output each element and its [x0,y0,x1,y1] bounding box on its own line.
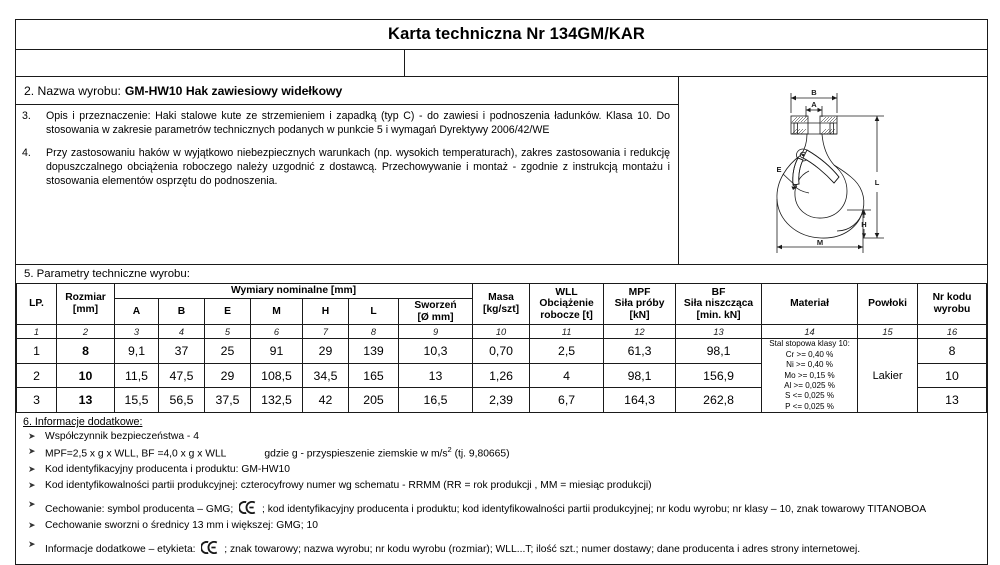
arrow-bullet-icon: ➤ [28,479,36,490]
header-product-code [918,284,987,325]
header-mpf-line1: MPF [628,286,651,298]
cell-size: 13 [57,388,115,413]
dimension-label-M: M [816,238,824,247]
cell-mpf: 98,1 [604,363,676,388]
cell-size: 8 [57,339,115,364]
cell-mpf: 164,3 [604,388,676,413]
colnum: 15 [858,325,918,339]
arrow-bullet-icon: ➤ [28,464,36,475]
additional-info-item [23,480,981,492]
cell-bf: 156,9 [676,363,762,388]
header-bf-line3: [min. kN] [696,310,741,322]
cell-bf: 98,1 [676,339,762,364]
cell-b: 47,5 [159,363,205,388]
header-wll-line1: WLL [555,286,578,298]
colnum: 3 [115,325,159,339]
header-nominal-dimensions: Wymiary nominalne [mm] [115,284,473,299]
additional-info-item [23,520,981,532]
product-name-row [16,77,678,105]
technical-parameters-table [16,283,987,413]
additional-info-text [45,539,981,556]
cell-b: 56,5 [159,388,205,413]
additional-info-item [23,464,981,476]
material-line: S <= 0,025 % [785,391,835,401]
header-mpf [604,284,676,325]
marking-text-part1: Cechowanie: symbol producenta – GMG; [45,504,234,516]
cell-lp: 1 [17,339,57,364]
gravity-value: (tj. 9,80665) [454,448,510,460]
colnum: 13 [676,325,762,339]
additional-info-block [16,413,987,564]
ce-mark-icon [201,541,218,554]
material-line: Al >= 0,025 % [784,380,835,390]
cell-lp: 3 [17,388,57,413]
cell-pin: 10,3 [399,339,473,364]
cell-pin: 13 [399,363,473,388]
cell-bf: 262,8 [676,388,762,413]
description-text: Przy zastosowaniu haków w wyjątkowo niebezpiecznych warunkach (np. wysokich temperaturach), zakres zastosowania i redukcję dopuszczalnego obciążenia roboczego należy uzgodnić z dostawcą. Przechowywanie i montaż - zgodnie z instrukcją montażu i stosowania elementów osprzętu do podnoszenia. [46,147,670,188]
description-block [16,105,678,191]
cell-b: 37 [159,339,205,364]
cell-wll: 4 [530,363,604,388]
cell-m: 108,5 [251,363,303,388]
header-bf-line2: Siła niszcząca [683,298,754,310]
header-dim-m: M [251,298,303,325]
cell-h: 34,5 [303,363,349,388]
product-and-drawing-section [16,77,987,265]
cell-lp: 2 [17,363,57,388]
label-text-part2: ; znak towarowy; nazwa wyrobu; nr kodu wyrobu (rozmiar); WLL...T; ilość szt.; numer dostawy; dane producenta i adres strony internetowej. [224,543,861,555]
colnum: 5 [205,325,251,339]
additional-info-item [23,539,981,556]
material-heading: Stal stopowa klasy 10: [769,339,850,349]
cell-mass: 2,39 [473,388,530,413]
parameters-section-label: 5. Parametry techniczne wyrobu: [24,268,190,280]
cell-a: 15,5 [115,388,159,413]
cell-l: 139 [349,339,399,364]
dimension-label-A: A [811,100,817,109]
description-item [22,146,670,188]
cell-m: 91 [251,339,303,364]
additional-info-text [45,446,981,461]
arrow-bullet-icon: ➤ [28,446,36,457]
marking-text-part2: ; kod identyfikacyjny producenta i produktu; kod identyfikowalności partii produkcyjnej; nr kodu wyrobu; nr klasy – 10, znak towarowy TITANOBOA [262,504,927,516]
additional-info-text: Kod identyfikacyjny producenta i produktu: GM-HW10 [45,464,290,476]
additional-info-item [23,431,981,443]
product-text-column [16,77,679,264]
header-pin-line1: Sworzeń [414,299,457,311]
header-mpf-line2: Siła próby [614,298,665,310]
additional-info-item [23,499,981,516]
table-header-row-1 [17,284,987,299]
additional-info-text: Współczynnik bezpieczeństwa - 4 [45,430,199,442]
header-coating: Powłoki [858,284,918,325]
header-dim-l: L [349,298,399,325]
superscript-2: 2 [447,445,452,455]
cell-product-code: 8 [918,339,987,364]
material-line: Cr >= 0,40 % [785,349,834,359]
cell-m: 132,5 [251,388,303,413]
cell-l: 165 [349,363,399,388]
blank-cell-right [405,50,987,76]
arrow-bullet-icon: ➤ [28,538,36,549]
additional-info-text [45,499,981,516]
header-mpf-line3: [kN] [629,310,650,322]
cell-e: 25 [205,339,251,364]
additional-info-text: Kod identyfikowalności partii produkcyjnej: czterocyfrowy numer wg schematu - RRMM (RR = rok produkcji , MM = miesiąc produkcji) [45,479,652,491]
cell-product-code: 13 [918,388,987,413]
mpf-formula: MPF=2,5 x g x WLL, BF =4,0 x g x WLL [45,448,227,460]
colnum: 2 [57,325,115,339]
table-column-number-row [17,325,987,339]
dimension-label-E: E [776,165,782,174]
arrow-bullet-icon: ➤ [28,499,36,510]
cell-h: 29 [303,339,349,364]
header-lp: LP. [17,284,57,325]
header-dim-e: E [205,298,251,325]
document-title-text: Karta techniczna Nr 134GM/KAR [388,25,645,43]
material-line: P <= 0,025 % [785,401,834,411]
additional-info-title: 6. Informacje dodatkowe: [23,416,143,428]
header-material: Materiał [762,284,858,325]
dimension-label-L: L [874,178,880,187]
additional-info-text: Cechowanie sworzni o średnicy 13 mm i większej: GMG; 10 [45,519,318,531]
cell-wll: 2,5 [530,339,604,364]
material-line: Ni >= 0,40 % [786,360,833,370]
table-row [17,339,987,364]
drawing-column [679,77,987,264]
dimension-label-H: H [861,220,867,229]
header-dim-a: A [115,298,159,325]
product-name-value: GM-HW10 Hak zawiesiowy widełkowy [124,83,343,98]
cell-e: 29 [205,363,251,388]
ce-mark-icon [239,501,256,514]
colnum: 14 [762,325,858,339]
cell-a: 9,1 [115,339,159,364]
label-text-part1: Informacje dodatkowe – etykieta: [45,543,196,555]
cell-size: 10 [57,363,115,388]
cell-mass: 0,70 [473,339,530,364]
cell-l: 205 [349,388,399,413]
cell-wll: 6,7 [530,388,604,413]
cell-h: 42 [303,388,349,413]
colnum: 12 [604,325,676,339]
arrow-bullet-icon: ➤ [28,430,36,441]
header-mass [473,284,530,325]
cell-pin: 16,5 [399,388,473,413]
cell-material [762,339,858,413]
description-item [22,109,670,137]
header-bf-line1: BF [711,286,726,298]
header-dim-h: H [303,298,349,325]
blank-cell-left [16,50,405,76]
header-mass-line1: Masa [488,292,514,304]
header-mass-line2: [kg/szt] [483,304,520,316]
hook-technical-drawing [679,77,987,264]
cell-mass: 1,26 [473,363,530,388]
gravity-note: gdzie g - przyspieszenie ziemskie w m/s [264,448,448,460]
additional-info-item [23,446,981,461]
blank-row [16,50,987,77]
header-size-line2: [mm] [72,304,99,316]
header-wll-line3: robocze [t] [540,310,593,322]
header-code-line1: Nr kodu [932,292,972,304]
document-title [16,20,987,50]
product-name-label: 2. Nazwa wyrobu: [24,83,121,98]
description-text: Opis i przeznaczenie: Haki stalowe kute ze strzemieniem i zapadką (typ C) - do zawiesi i podnoszenia ładunków. Klasa 10. Do stosowania w zakresie parametrów technicznych podanych w punkcie 5 i wymagań Dyrektywy 2006/42/WE [46,110,670,137]
colnum: 11 [530,325,604,339]
dimension-label-B: B [811,88,817,97]
colnum: 7 [303,325,349,339]
colnum: 16 [918,325,987,339]
header-pin-line2: [Ø mm] [417,311,454,323]
cell-mpf: 61,3 [604,339,676,364]
colnum: 6 [251,325,303,339]
header-wll-line2: Obciążenie [539,298,594,310]
header-wll [530,284,604,325]
description-number: 3. [22,110,31,122]
header-bf [676,284,762,325]
technical-data-sheet [15,19,988,565]
colnum: 8 [349,325,399,339]
cell-e: 37,5 [205,388,251,413]
header-size-line1: Rozmiar [65,292,106,304]
colnum: 10 [473,325,530,339]
header-code-line2: wyrobu [933,304,971,316]
colnum: 9 [399,325,473,339]
colnum: 4 [159,325,205,339]
cell-product-code: 10 [918,363,987,388]
header-size [57,284,115,325]
cell-coating: Lakier [858,339,918,413]
header-pin [399,298,473,325]
header-dim-b: B [159,298,205,325]
arrow-bullet-icon: ➤ [28,519,36,530]
cell-a: 11,5 [115,363,159,388]
description-number: 4. [22,147,31,160]
material-line: Mo >= 0,15 % [784,370,835,380]
colnum: 1 [17,325,57,339]
